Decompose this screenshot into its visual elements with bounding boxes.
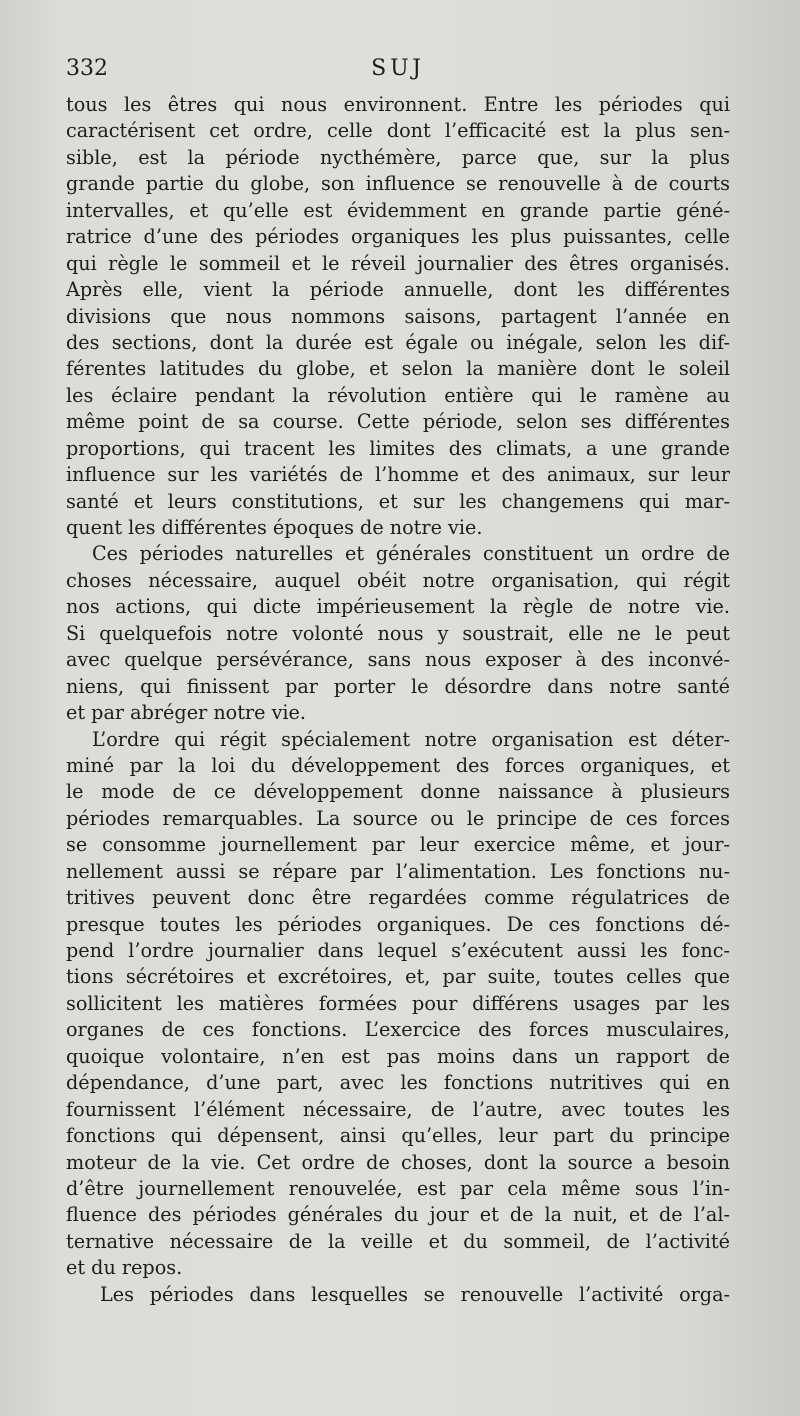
text-line: proportions, qui tracent les limites des climats, a une grande — [66, 436, 730, 460]
text-line: qui règle le sommeil et le réveil journalier des êtres organisés. — [66, 251, 730, 275]
text-line: Ces périodes naturelles et générales constituent un ordre de — [92, 542, 730, 566]
text-line: ternative nécessaire de la veille et du sommeil, de l’activité — [66, 1229, 730, 1253]
text-line: le mode de ce développement donne naissance à plusieurs — [66, 780, 730, 804]
text-line: nellement aussi se répare par l’alimentation. Les fonctions nu- — [66, 859, 730, 883]
text-line: les éclaire pendant la révolution entière qui le ramène au — [66, 383, 730, 407]
text-line: Après elle, vient la période annuelle, dont les différentes — [66, 278, 730, 302]
text-line: et du repos. — [66, 1256, 183, 1280]
text-line: sible, est la période nycthémère, parce que, sur la plus — [66, 145, 730, 169]
running-title: SUJ — [371, 56, 425, 81]
text-line: divisions que nous nommons saisons, partagent l’année en — [66, 304, 730, 328]
text-line: santé et leurs constitutions, et sur les changemens qui mar- — [66, 489, 730, 513]
text-line: férentes latitudes du globe, et selon la manière dont le soleil — [66, 357, 730, 381]
text-line: ratrice d’une des périodes organiques les plus puissantes, celle — [66, 225, 730, 249]
text-line: presque toutes les périodes organiques. De ces fonctions dé- — [66, 912, 730, 936]
text-line: Si quelquefois notre volonté nous y soustrait, elle ne le peut — [66, 621, 730, 645]
body-text — [66, 92, 730, 1308]
text-line: fluence des périodes générales du jour et de la nuit, et de l’al- — [66, 1203, 730, 1227]
page-number: 332 — [66, 56, 108, 81]
text-line: se consomme journellement par leur exercice même, et jour- — [66, 833, 730, 857]
text-line: niens, qui finissent par porter le désordre dans notre santé — [66, 674, 730, 698]
text-line: quent les différentes époques de notre vie. — [66, 516, 483, 539]
text-line: périodes remarquables. La source ou le principe de ces forces — [66, 806, 730, 830]
text-line: miné par la loi du développement des forces organiques, et — [66, 753, 730, 777]
text-line: organes de ces fonctions. L’exercice des forces musculaires, — [66, 1018, 730, 1042]
text-line: intervalles, et qu’elle est évidemment en grande partie géné- — [66, 198, 730, 222]
text-line: caractérisent cet ordre, celle dont l’efficacité est la plus sen- — [66, 119, 730, 143]
text-line: tous les êtres qui nous environnent. Entre les périodes qui — [66, 93, 730, 116]
running-head — [66, 56, 730, 92]
text-line: fonctions qui dépensent, ainsi qu’elles, leur part du principe — [66, 1124, 730, 1148]
text-line: choses nécessaire, auquel obéit notre organisation, qui régit — [66, 568, 730, 592]
text-line: quoique volontaire, n’en est pas moins dans un rapport de — [66, 1044, 730, 1068]
text-line: moteur de la vie. Cet ordre de choses, dont la source a besoin — [66, 1150, 730, 1174]
text-line: grande partie du globe, son influence se renouvelle à de courts — [66, 172, 730, 196]
text-line: tritives peuvent donc être regardées comme régulatrices de — [66, 886, 730, 910]
text-line: des sections, dont la durée est égale ou inégale, selon les dif- — [66, 330, 730, 354]
text-line: L’ordre qui régit spécialement notre organisation est déter- — [92, 727, 730, 751]
book-page — [66, 56, 730, 1308]
text-line: nos actions, qui dicte impérieusement la règle de notre vie. — [66, 595, 730, 619]
text-line: tions sécrétoires et excrétoires, et, par suite, toutes celles que — [66, 965, 730, 989]
text-line: d’être journellement renouvelée, est par cela même sous l’in- — [66, 1176, 730, 1200]
text-line: avec quelque persévérance, sans nous exposer à des inconvé- — [66, 648, 730, 672]
text-line: sollicitent les matières formées pour différens usages par les — [66, 991, 730, 1015]
text-line: et par abréger notre vie. — [66, 701, 306, 725]
text-line: même point de sa course. Cette période, selon ses différentes — [66, 410, 730, 434]
text-line: pend l’ordre journalier dans lequel s’exécutent aussi les fonc- — [66, 939, 730, 962]
text-line: influence sur les variétés de l’homme et des animaux, sur leur — [66, 463, 730, 487]
text-line: Les périodes dans lesquelles se renouvelle l’activité orga- — [100, 1282, 730, 1306]
text-line: fournissent l’élément nécessaire, de l’autre, avec toutes les — [66, 1097, 730, 1121]
text-line: dépendance, d’une part, avec les fonctions nutritives qui en — [66, 1071, 730, 1095]
